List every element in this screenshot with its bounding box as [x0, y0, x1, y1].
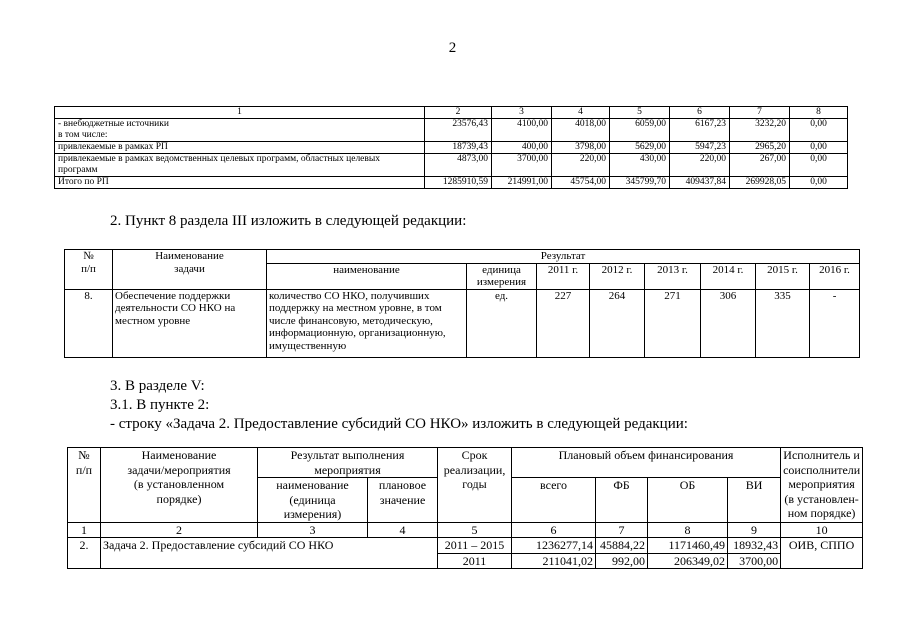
table-header-row	[65, 250, 860, 264]
table-cell: 0,00	[790, 177, 848, 189]
row-term: 2011 – 2015	[438, 538, 512, 554]
table-row	[55, 119, 848, 142]
header-year: 2011 г.	[537, 263, 590, 289]
row-label: привлекаемые в рамках РП	[55, 142, 425, 154]
table-row	[65, 289, 860, 357]
table-header-cell: 3	[492, 107, 552, 119]
table-cell: 0,00	[790, 142, 848, 154]
column-number: 8	[648, 522, 728, 538]
header-name: наименование (единица измерения)	[258, 478, 368, 523]
table-cell: 269928,05	[730, 177, 790, 189]
table-cell: 4873,00	[425, 154, 492, 177]
header-year: 2016 г.	[810, 263, 860, 289]
table-header-cell: 8	[790, 107, 848, 119]
header-vi: ВИ	[728, 478, 781, 523]
row-label: - внебюджетные источники в том числе:	[55, 119, 425, 142]
table-row	[55, 177, 848, 189]
row-value: 227	[537, 289, 590, 357]
table-cell: 23576,43	[425, 119, 492, 142]
table-cell: 4018,00	[552, 119, 610, 142]
column-number: 5	[438, 522, 512, 538]
header-fb: ФБ	[596, 478, 648, 523]
header-year: 2014 г.	[701, 263, 756, 289]
header-total: всего	[512, 478, 596, 523]
table-header-cell: 4	[552, 107, 610, 119]
row-ob: 206349,02	[648, 553, 728, 569]
table-row	[55, 154, 848, 177]
header-financing: Плановый объем финансирования	[512, 448, 781, 478]
header-task-name: Наименование задачи/мероприятия (в установленном порядке)	[101, 448, 258, 523]
table-cell: 409437,84	[670, 177, 730, 189]
table-cell: 400,00	[492, 142, 552, 154]
header-term: Срок реализации, годы	[438, 448, 512, 523]
column-number: 10	[781, 522, 863, 538]
table-cell: 267,00	[730, 154, 790, 177]
header-year: 2013 г.	[645, 263, 701, 289]
column-number: 4	[368, 522, 438, 538]
column-number: 9	[728, 522, 781, 538]
column-number: 3	[258, 522, 368, 538]
table-row	[68, 538, 863, 554]
column-number-row	[68, 522, 863, 538]
row-number: 8.	[65, 289, 113, 357]
table-cell: 4100,00	[492, 119, 552, 142]
table-header-cell: 5	[610, 107, 670, 119]
header-plan: плановое значение	[368, 478, 438, 523]
header-ob: ОБ	[648, 478, 728, 523]
table-row	[55, 142, 848, 154]
table-cell: 6167,23	[670, 119, 730, 142]
table-header-cell: 6	[670, 107, 730, 119]
header-result: Результат выполнения мероприятия	[258, 448, 438, 478]
column-number: 6	[512, 522, 596, 538]
table-cell: 2965,20	[730, 142, 790, 154]
header-number: № п/п	[68, 448, 101, 523]
header-number: № п/п	[65, 250, 113, 290]
column-number: 2	[101, 522, 258, 538]
row-executor: ОИВ, СППО	[781, 538, 863, 569]
row-number: 2.	[68, 538, 101, 569]
header-unit: единица измерения	[467, 263, 537, 289]
row-fb: 992,00	[596, 553, 648, 569]
table-header-row	[68, 448, 863, 478]
column-number: 1	[68, 522, 101, 538]
table-cell: 220,00	[552, 154, 610, 177]
header-task-name: Наименование задачи	[113, 250, 267, 290]
table-cell: 214991,00	[492, 177, 552, 189]
row-value: -	[810, 289, 860, 357]
table-header-cell: 1	[55, 107, 425, 119]
paragraph-item-3-1: 3.1. В пункте 2:	[110, 397, 210, 413]
table-cell: 3798,00	[552, 142, 610, 154]
page-number: 2	[448, 40, 457, 56]
paragraph-line-instruction: - строку «Задача 2. Предоставление субсидий СО НКО» изложить в следующей редакции:	[110, 416, 688, 432]
header-year: 2012 г.	[590, 263, 645, 289]
table-cell: 3700,00	[492, 154, 552, 177]
row-vi: 18932,43	[728, 538, 781, 554]
row-task: Задача 2. Предоставление субсидий СО НКО	[101, 538, 438, 569]
row-ob: 1171460,49	[648, 538, 728, 554]
header-name: наименование	[267, 263, 467, 289]
table-cell: 6059,00	[610, 119, 670, 142]
row-term: 2011	[438, 553, 512, 569]
header-result: Результат	[267, 250, 860, 264]
row-task: Обеспечение поддержки деятельности СО НКО на местном уровне	[113, 289, 267, 357]
column-number: 7	[596, 522, 648, 538]
row-value: 335	[756, 289, 810, 357]
table-cell: 45754,00	[552, 177, 610, 189]
row-name: количество СО НКО, получивших поддержку на местном уровне, в том числе финансовую, методическую, информационную, организационную, имущественную	[267, 289, 467, 357]
row-total: 1236277,14	[512, 538, 596, 554]
paragraph-section-5: 3. В разделе V:	[110, 378, 205, 394]
table-cell: 3232,20	[730, 119, 790, 142]
table-cell: 5629,00	[610, 142, 670, 154]
row-total: 211041,02	[512, 553, 596, 569]
table-cell: 0,00	[790, 154, 848, 177]
row-vi: 3700,00	[728, 553, 781, 569]
table-cell: 1285910,59	[425, 177, 492, 189]
table-cell: 220,00	[670, 154, 730, 177]
funding-summary-table	[54, 106, 848, 189]
row-value: 271	[645, 289, 701, 357]
table-cell: 5947,23	[670, 142, 730, 154]
row-value: 264	[590, 289, 645, 357]
table-header-row	[55, 107, 848, 119]
table-cell: 0,00	[790, 119, 848, 142]
results-table	[64, 249, 860, 358]
financing-table	[67, 447, 863, 569]
row-fb: 45884,22	[596, 538, 648, 554]
paragraph-item-2: 2. Пункт 8 раздела III изложить в следующей редакции:	[110, 213, 467, 229]
row-unit: ед.	[467, 289, 537, 357]
header-year: 2015 г.	[756, 263, 810, 289]
table-cell: 18739,43	[425, 142, 492, 154]
table-header-cell: 2	[425, 107, 492, 119]
table-header-cell: 7	[730, 107, 790, 119]
row-label: привлекаемые в рамках ведомственных целевых программ, областных целевых программ	[55, 154, 425, 177]
table-cell: 345799,70	[610, 177, 670, 189]
row-value: 306	[701, 289, 756, 357]
header-executor: Исполнитель и соисполнители мероприятия (в установлен- ном порядке)	[781, 448, 863, 523]
row-label: Итого по РП	[55, 177, 425, 189]
table-cell: 430,00	[610, 154, 670, 177]
